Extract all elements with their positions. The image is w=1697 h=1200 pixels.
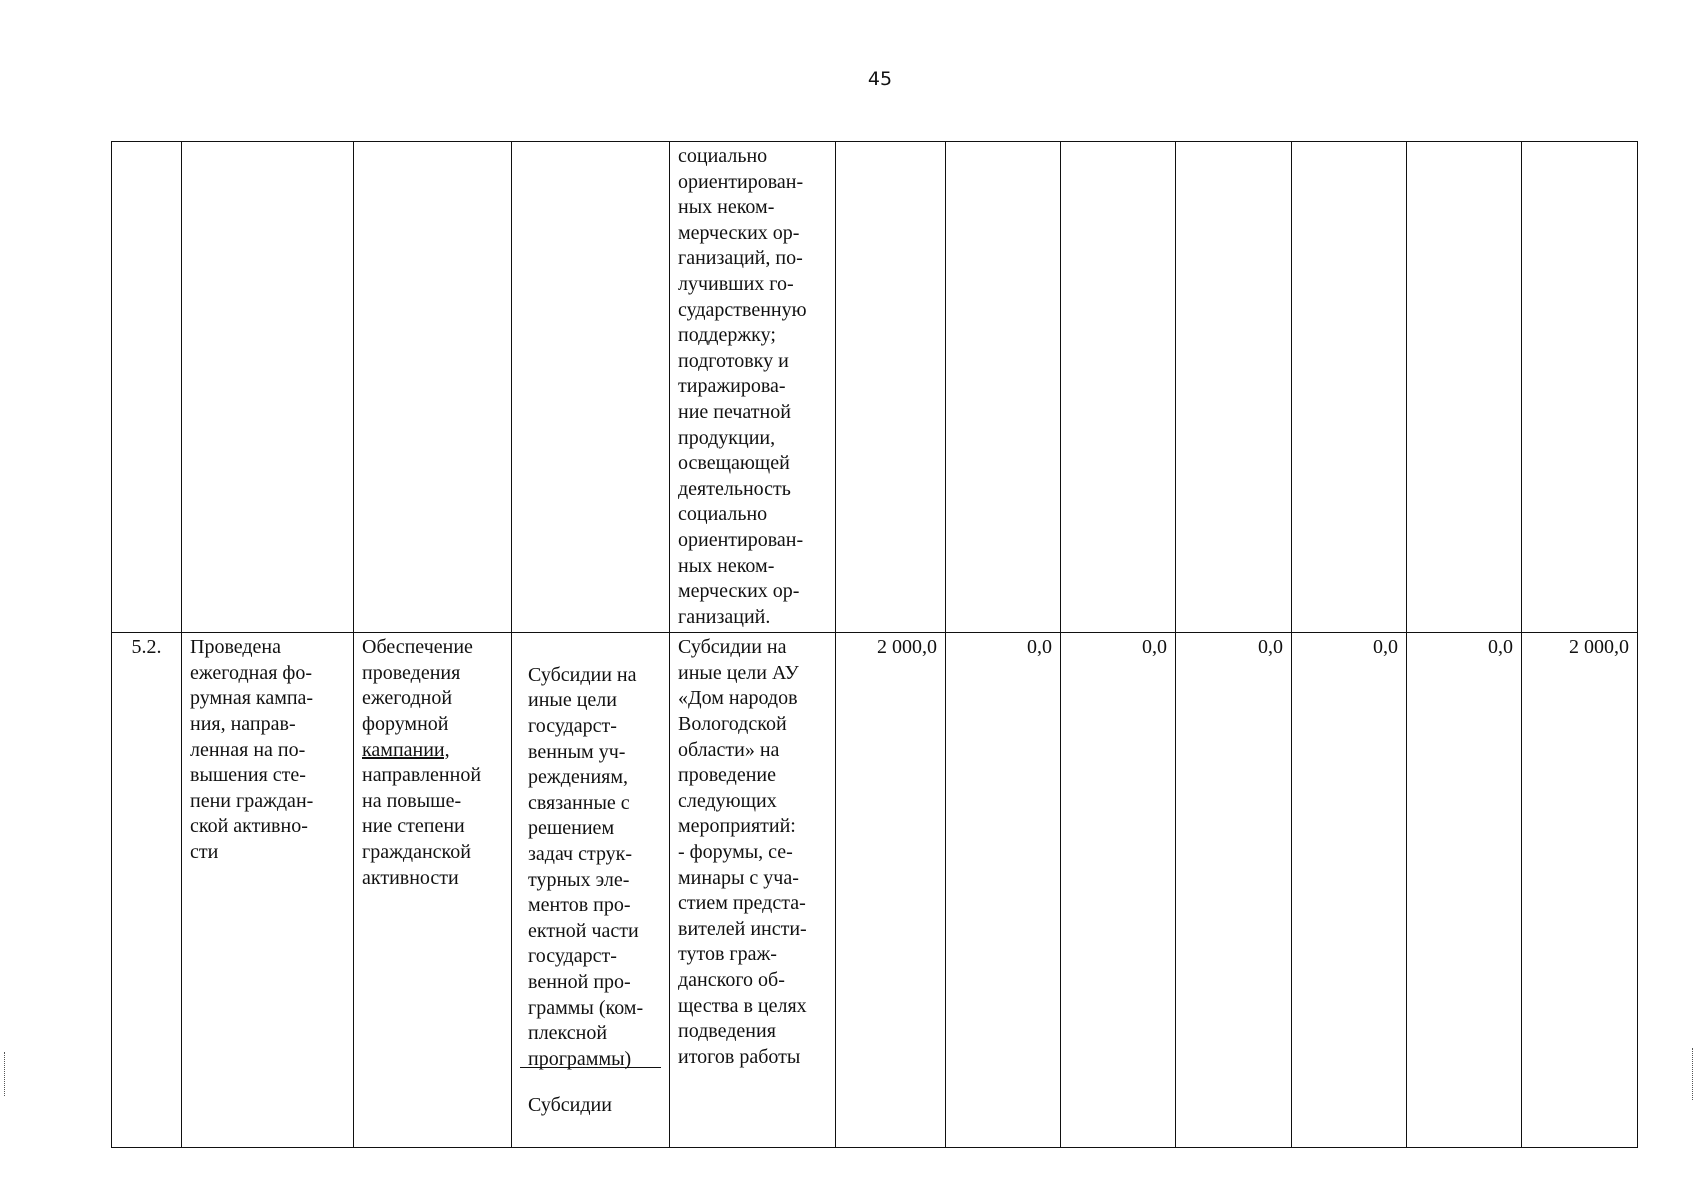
scan-mark-left [4,1052,5,1096]
task-text: Обеспечение проведения ежегодной форумной [362,636,473,736]
cell-value [1407,142,1522,633]
cell-result [182,142,354,633]
cell-result: Проведена ежегодная фо- румная кампа- ния, направ- ленная на по- вышения сте- пени граждан- ской активно- сти [182,633,354,1147]
cell-value: 0,0 [1292,633,1407,1147]
cell-value-sum: 2 000,0 [1522,633,1638,1147]
task-text-underlined: кампании, [362,738,450,761]
funding-table [111,141,1638,1148]
table-row-5-2 [112,633,1638,1147]
cell-value [836,142,946,633]
cell-index [112,142,182,633]
funding-type-text: Субсидии на иные цели государст- венным уч- реждениям, связанные с решением задач струк- турных эле- ментов про- ектной части государст- венной про- граммы (ком- плексной программы) [520,661,661,1068]
cell-value: 0,0 [1176,633,1292,1147]
cell-activity: социально ориентирован- ных неком- мерческих ор- ганизаций, по- лучивших го- сударственную поддержку; подготовку и тиражирова- ние печатной продукции, освещающей деятельность социально ориентирован- ных неком- мерческих ор- ганизаций. [670,142,836,633]
cell-value: 0,0 [1061,633,1176,1147]
cell-value: 0,0 [946,633,1061,1147]
cell-value: 0,0 [1407,633,1522,1147]
funding-type-next-text: Субсидии [528,1094,612,1117]
cell-value [1061,142,1176,633]
cell-activity: Субсидии на иные цели АУ «Дом народов Вологодской области» на проведение следующих мероприятий: - форумы, се- минары с уча- стием предста- вителей инсти- тутов граж- данского об- щества в целях подведения итогов работы [670,633,836,1147]
cell-index: 5.2. [112,633,182,1147]
cell-value [946,142,1061,633]
scan-mark-right [1692,1048,1693,1100]
cell-value [1292,142,1407,633]
cell-value [1522,142,1638,633]
task-text: направленной на повыше- ние степени гражданской активности [362,764,482,889]
cell-value-total: 2 000,0 [836,633,946,1147]
page-number: 45 [867,68,893,90]
cell-task [354,142,512,633]
cell-funding-type [512,633,670,1147]
table-row-continued [112,142,1638,633]
cell-task [354,633,512,1147]
cell-value [1176,142,1292,633]
cell-funding-type [512,142,670,633]
